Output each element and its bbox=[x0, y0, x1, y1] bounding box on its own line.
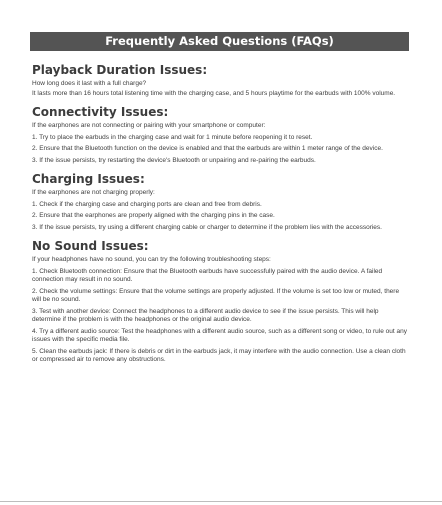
faq-question: How long does it last with a full charge? bbox=[32, 80, 147, 87]
bottom-divider bbox=[0, 501, 442, 502]
step-item: 3. If the issue persists, try restarting the device's Bluetooth or unpairing and re-pairing the earbuds. bbox=[32, 156, 316, 164]
section-title: No Sound Issues: bbox=[32, 239, 149, 253]
step-item: 1. Check if the charging case and charging ports are clean and free from debris. bbox=[32, 200, 262, 208]
section-title: Playback Duration Issues: bbox=[32, 63, 208, 77]
step-item: 3. Test with another device: Connect the headphones to a different audio device to see if the issue persists. This will help determine if the problem is with the headphones or the original audio device. bbox=[32, 307, 379, 323]
section-title: Connectivity Issues: bbox=[32, 105, 169, 119]
section-playback-duration bbox=[32, 63, 408, 98]
step-item: 3. If the issue persists, try using a different charging cable or charger to determine if the problem lies with the accessories. bbox=[32, 223, 382, 231]
step-item: 1. Check Bluetooth connection: Ensure that the Bluetooth earbuds have successfully paired with the audio device. A failed connection may result in no sound. bbox=[32, 267, 383, 283]
section-title: Charging Issues: bbox=[32, 172, 145, 186]
section-intro: If the earphones are not charging properly: bbox=[32, 189, 155, 196]
step-item: 2. Ensure that the Bluetooth function on the device is enabled and that the earbuds are within 1 meter range of the device. bbox=[32, 145, 383, 152]
section-charging bbox=[32, 172, 408, 232]
faq-answer: It lasts more than 16 hours total listening time with the charging case, and 5 hours playtime for the earbuds with 100% volume. bbox=[32, 89, 396, 97]
step-item: 1. Try to place the earbuds in the charging case and wait for 1 minute before reopening it to reset. bbox=[32, 133, 313, 141]
section-intro: If the earphones are not connecting or pairing with your smartphone or computer: bbox=[32, 122, 266, 129]
step-item: 2. Ensure that the earphones are properly aligned with the charging pins in the case. bbox=[32, 212, 275, 219]
step-item: 4. Try a different audio source: Test the headphones with a different audio source, such as a different song or video, to rule out any issues with the specific media file. bbox=[32, 327, 407, 343]
page-title: Frequently Asked Questions (FAQs) bbox=[30, 32, 409, 51]
section-intro: If your headphones have no sound, you can try the following troubleshooting steps: bbox=[32, 256, 271, 263]
step-item: 5. Clean the earbuds jack: If there is debris or dirt in the earbuds jack, it may interfere with the audio connection. Use a clean cloth or compressed air to remove any obstructions. bbox=[32, 347, 406, 363]
section-connectivity bbox=[32, 105, 408, 165]
section-no-sound bbox=[32, 239, 408, 365]
faq-content bbox=[32, 63, 408, 365]
step-item: 2. Check the volume settings: Ensure that the volume settings are properly adjusted. If the volume is set too low or muted, there will be no sound. bbox=[32, 287, 400, 303]
